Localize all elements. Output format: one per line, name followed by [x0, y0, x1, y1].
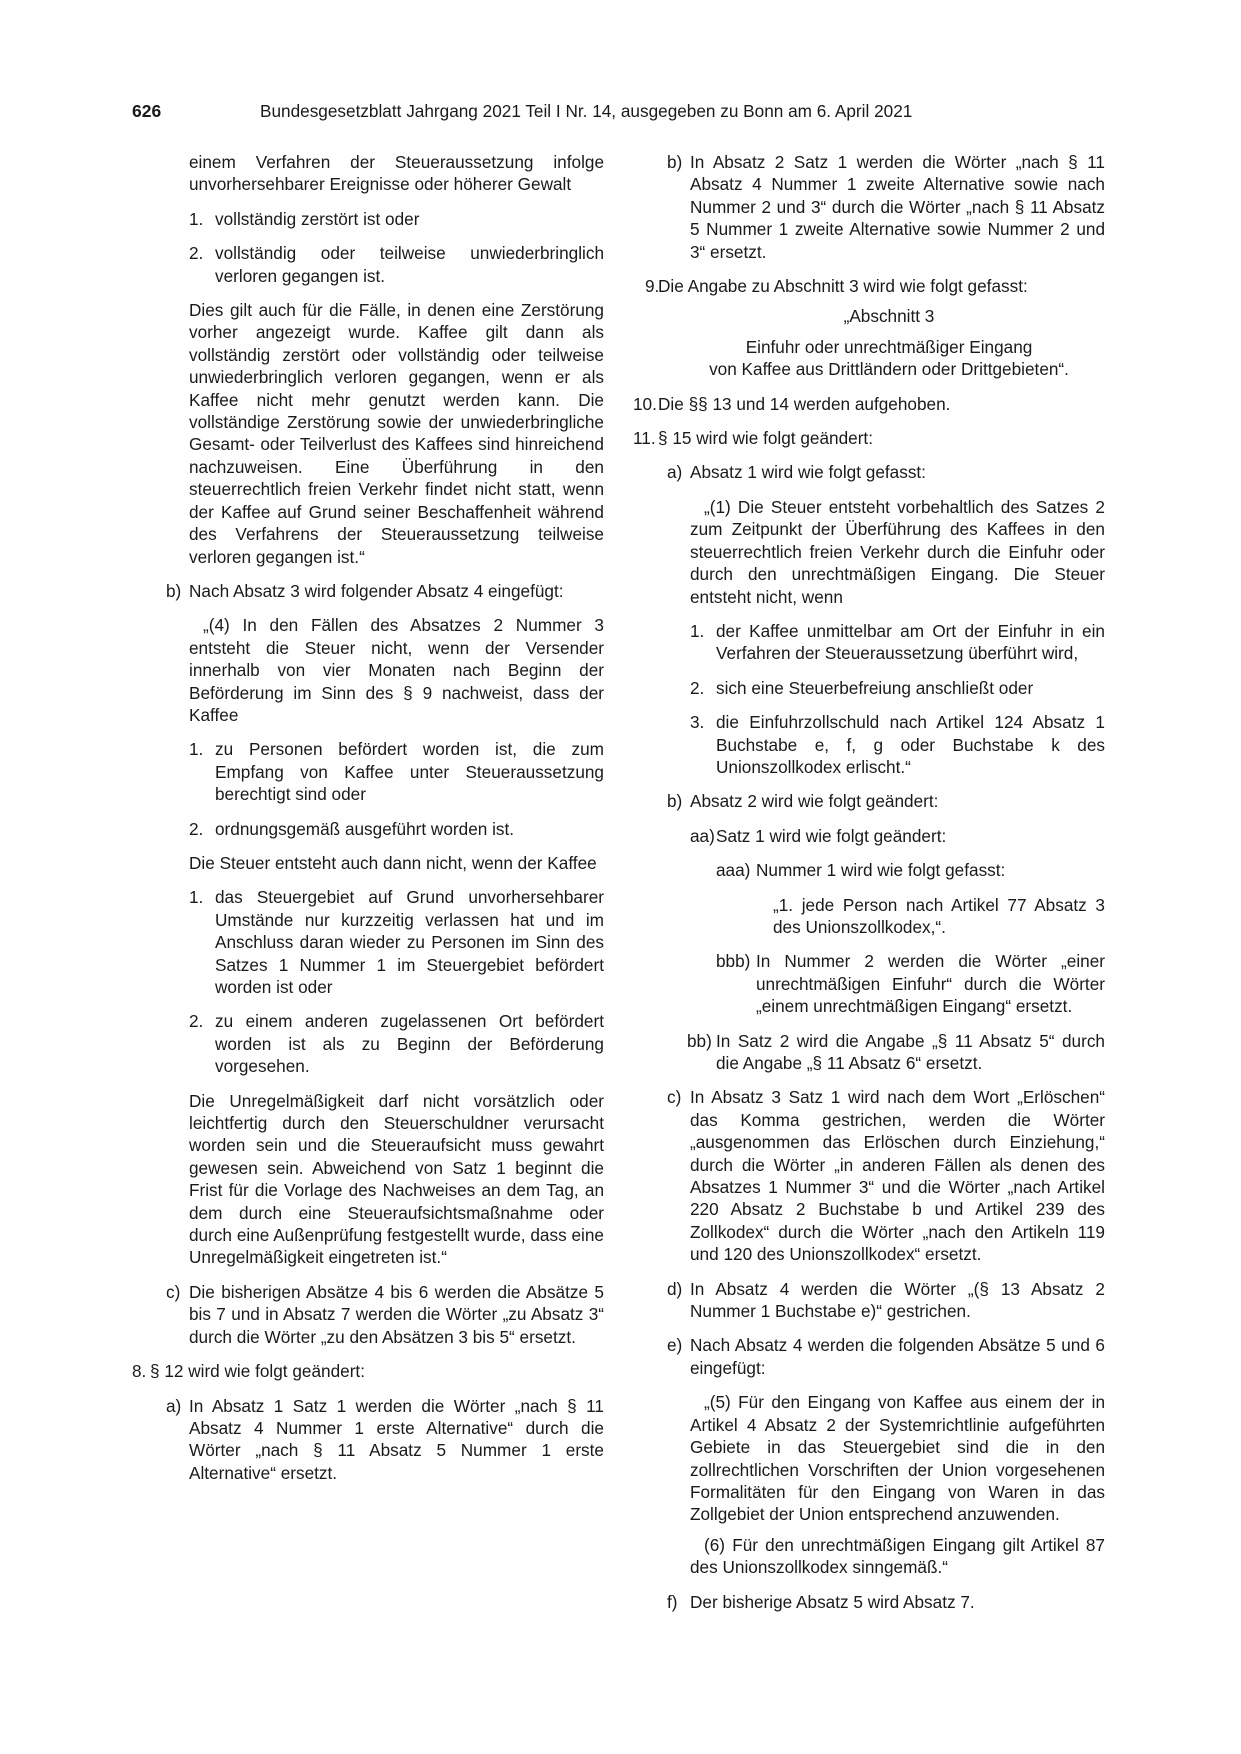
item-number: 2. — [189, 818, 204, 839]
paragraph-text: (6) Für den unrechtmäßigen Eingang gilt Artikel 87 des Unionszollkodex sinngemäß.“ — [690, 1534, 1105, 1578]
item-text: § 12 wird wie folgt geändert: — [150, 1361, 365, 1382]
item-text: In Absatz 4 werden die Wörter „(§ 13 Absatz 2 Nummer 1 Buchstabe e)“ gestrichen. — [690, 1278, 1105, 1322]
item-8a — [132, 1395, 604, 1485]
absatz-6-paragraph — [633, 1534, 1105, 1579]
right-column — [633, 151, 1105, 1625]
abschnitt-heading — [633, 305, 1105, 327]
item-c — [132, 1281, 604, 1348]
item-label: aaa) — [716, 860, 751, 881]
item-text: der Kaffee unmittelbar am Ort der Einfuhr in ein Verfahren der Steueraussetzung überführt wird, — [716, 620, 1105, 664]
item-number: 3. — [690, 712, 705, 733]
item-number: 1. — [189, 887, 204, 908]
quote-text: „1. jede Person nach Artikel 77 Absatz 3 des Unionszollkodex,“. — [773, 894, 1105, 937]
paragraph-text: „(4) In den Fällen des Absatzes 2 Nummer 3 entsteht die Steuer nicht, wenn der Versender innerhalb von vier Monaten nach Beginn der Beförderung im Sinn des § 9 nachweist, dass der Kaffee — [189, 615, 604, 725]
item-8 — [132, 1360, 604, 1382]
item-11a — [633, 461, 1105, 483]
item-text: Nach Absatz 4 werden die folgenden Absätze 5 und 6 eingefügt: — [690, 1335, 1105, 1378]
item-label: b) — [667, 152, 683, 172]
absatz-4-paragraph — [132, 614, 604, 726]
item-label: bbb) — [716, 951, 751, 972]
item-aaa — [633, 859, 1105, 881]
dies-gilt-paragraph — [132, 299, 604, 568]
item-10 — [633, 393, 1105, 415]
abschnitt-number: „Abschnitt 3 — [843, 306, 935, 327]
item-label: 9. — [645, 276, 660, 297]
absatz-5-paragraph — [633, 1391, 1105, 1525]
item-label: f) — [667, 1591, 678, 1612]
item-text: Satz 1 wird wie folgt geändert: — [716, 825, 947, 846]
item-label: b) — [667, 791, 683, 812]
absatz-1-item-3 — [633, 711, 1105, 778]
item-text: Absatz 2 wird wie folgt geändert: — [690, 791, 939, 812]
item-text: Die §§ 13 und 14 werden aufgehoben. — [658, 393, 951, 414]
item-text: ordnungsgemäß ausgeführt worden ist. — [215, 818, 515, 839]
paragraph-text: „(1) Die Steuer entsteht vorbehaltlich des Satzes 2 zum Zeitpunkt der Überführung des Kaffees in den steuerrechtlich freien Verkehr durch die Einfuhr oder durch den unrechtmäßigen Eingang. Die Steuer entsteht nicht, wenn — [690, 496, 1105, 607]
item-text: In Nummer 2 werden die Wörter „einer unrechtmäßigen Einfuhr“ durch die Wörter „einem unrechtmäßigen Eingang“ ersetzt. — [756, 951, 1105, 1017]
item-label: bb) — [687, 1030, 712, 1051]
item-text: In Absatz 1 Satz 1 werden die Wörter „nach § 11 Absatz 4 Nummer 1 erste Alternative“ durch die Wörter „nach § 11 Absatz 5 Nummer 1 erste Alternative“ ersetzt. — [189, 1395, 604, 1483]
item-number: 1. — [690, 620, 705, 641]
abschnitt-title — [633, 336, 1105, 381]
item-number: 1. — [189, 739, 204, 760]
item-text: zu einem anderen zugelassenen Ort befördert worden ist als zu Beginn der Beförderung vorgesehen. — [215, 1011, 604, 1077]
item-text: Nach Absatz 3 wird folgender Absatz 4 eingefügt: — [189, 580, 564, 601]
item-number: 1. — [189, 208, 204, 229]
paragraph-text: „(5) Für den Eingang von Kaffee aus einem der in Artikel 4 Absatz 2 der Systemrichtlinie aufgeführten Gebiete in das Steuergebiet sind die in den zollrechtlichen Vorschriften der Union vorgesehenen Formalitäten für den Eingang von Waren in das Zollgebiet der Union entsprechend anzuwenden. — [690, 1392, 1105, 1525]
intro-paragraph — [132, 151, 604, 196]
absatz-4-item-1 — [132, 738, 604, 805]
abschnitt-title-line-1: Einfuhr oder unrechtmäßiger Eingang — [745, 336, 1033, 357]
page-number: 626 — [132, 101, 162, 121]
item-number: 2. — [189, 1011, 204, 1032]
paragraph-text: Dies gilt auch für die Fälle, in denen eine Zerstörung vorher angezeigt wurde. Kaffee gilt dann als vollständig zerstört oder vollständig oder teilweise unwiederbringlich verloren gegangen, wenn er als Kaffee nicht mehr genutzt werden kann. Die vollständige Zerstörung sowie der unwiederbringliche Gesamt- oder Teilverlust des Kaffees sind hinreichend nachzuweisen. Eine Überführung in den steuerrechtlich freien Verkehr findet nicht statt, wenn der Kaffee auf Grund seiner Beschaffenheit während des Verfahrens der Steueraussetzung teilweise verloren gegangen ist.“ — [189, 300, 604, 567]
item-label: a) — [667, 462, 683, 483]
item-11f — [633, 1591, 1105, 1613]
item-text: § 15 wird wie folgt geändert: — [658, 428, 873, 449]
item-11c — [633, 1086, 1105, 1265]
item-label: c) — [667, 1087, 682, 1108]
item-text: In Satz 2 wird die Angabe „§ 11 Absatz 5“ durch die Angabe „§ 11 Absatz 6“ ersetzt. — [716, 1030, 1105, 1073]
item-11e — [633, 1334, 1105, 1379]
paragraph-text: Die Steuer entsteht auch dann nicht, wenn der Kaffee — [189, 852, 597, 873]
item-text: In Absatz 3 Satz 1 wird nach dem Wort „Erlöschen“ das Komma gestrichen, werden die Wörter „ausgenommen das Erlöschen durch Einziehung,“ durch die Wörter „in anderen Fällen als denen des Absatzes 1 Nummer 3“ und die Wörter „nach Artikel 220 Absatz 2 Buchstabe b und Artikel 239 des Zollkodex“ durch die Wörter „nach den Artikeln 119 und 120 des Unionszollkodex“ ersetzt. — [690, 1087, 1105, 1265]
item-text: Der bisherige Absatz 5 wird Absatz 7. — [690, 1591, 975, 1612]
item-text: Absatz 1 wird wie folgt gefasst: — [690, 462, 926, 483]
item-text: In Absatz 2 Satz 1 werden die Wörter „nach § 11 Absatz 4 Nummer 1 zweite Alternative sowie nach Nummer 2 und 3“ durch die Wörter „nach § 11 Absatz 5 Nummer 1 zweite Alternative sowie Nummer 2 und 3“ ersetzt. — [690, 152, 1105, 262]
intro-item-2 — [132, 242, 604, 287]
unregelmaessigkeit-paragraph — [132, 1090, 604, 1269]
item-label: c) — [166, 1281, 181, 1302]
abschnitt-title-line-2: von Kaffee aus Drittländern oder Drittgebieten“. — [709, 359, 1069, 380]
item-text: Die bisherigen Absätze 4 bis 6 werden die Absätze 5 bis 7 und in Absatz 7 werden die Wörter „zu Absatz 3“ durch die Wörter „zu den Absätzen 3 bis 5“ ersetzt. — [189, 1281, 604, 1347]
item-text: zu Personen befördert worden ist, die zum Empfang von Kaffee unter Steueraussetzung berechtigt sind oder — [215, 739, 604, 805]
absatz-1-paragraph — [633, 496, 1105, 608]
absatz-1-item-1 — [633, 620, 1105, 665]
item-9 — [633, 275, 1105, 297]
auch-dann-item-2 — [132, 1010, 604, 1077]
item-11 — [633, 427, 1105, 449]
absatz-1-item-2 — [633, 677, 1105, 699]
intro-text: einem Verfahren der Steueraussetzung infolge unvorhersehbarer Ereignisse oder höherer Gewalt — [189, 152, 604, 195]
page-header — [0, 100, 1241, 126]
auch-dann-item-1 — [132, 886, 604, 998]
intro-item-1 — [132, 208, 604, 230]
item-text: vollständig zerstört ist oder — [215, 208, 420, 229]
item-8b — [633, 151, 1105, 263]
item-text: das Steuergebiet auf Grund unvorhersehbarer Umstände nur kurzzeitig verlassen hat und im Anschluss daran wieder zu Personen im Sinn des Satzes 1 Nummer 1 im Steuergebiet befördert worden ist oder — [215, 887, 604, 997]
item-bb — [633, 1030, 1105, 1075]
left-column — [132, 151, 604, 1496]
item-text: die Einfuhrzollschuld nach Artikel 124 Absatz 1 Buchstabe e, f, g oder Buchstabe k des Unionszollkodex erlischt.“ — [716, 712, 1105, 777]
item-label: 8. — [132, 1361, 147, 1382]
absatz-4-item-2 — [132, 818, 604, 840]
item-11d — [633, 1278, 1105, 1323]
item-label: b) — [166, 580, 182, 601]
item-number: 2. — [189, 243, 204, 264]
item-aa — [633, 825, 1105, 847]
paragraph-text: Die Unregelmäßigkeit darf nicht vorsätzlich oder leichtfertig durch den Steuerschuldner verursacht worden sein und die Steueraufsicht muss gewahrt gewesen sein. Abweichend von Satz 1 beginnt die Frist für die Vorlage des Nachweises an dem Tag, an dem durch eine Steueraufsichtsmaßnahme oder durch eine Außenprüfung festgestellt wurde, dass eine Unregelmäßigkeit eingetreten ist.“ — [189, 1090, 604, 1268]
item-text: vollständig oder teilweise unwiederbringlich verloren gegangen ist. — [215, 243, 604, 286]
aaa-quote — [633, 894, 1105, 939]
item-text: sich eine Steuerbefreiung anschließt oder — [716, 677, 1034, 698]
item-text: Nummer 1 wird wie folgt gefasst: — [756, 860, 1006, 881]
item-number: 2. — [690, 677, 705, 698]
item-label: e) — [667, 1335, 683, 1356]
item-label: aa) — [690, 825, 715, 846]
gazette-title: Bundesgesetzblatt Jahrgang 2021 Teil I Nr. 14, ausgegeben zu Bonn am 6. April 2021 — [260, 101, 913, 121]
item-label: d) — [667, 1278, 683, 1299]
item-label: 11. — [633, 428, 656, 449]
item-label: a) — [166, 1395, 182, 1416]
item-label: 10. — [633, 393, 657, 414]
item-text: Die Angabe zu Abschnitt 3 wird wie folgt gefasst: — [658, 276, 1028, 297]
item-b — [132, 580, 604, 602]
item-bbb — [633, 950, 1105, 1017]
auch-dann-paragraph — [132, 852, 604, 874]
item-11b — [633, 790, 1105, 812]
